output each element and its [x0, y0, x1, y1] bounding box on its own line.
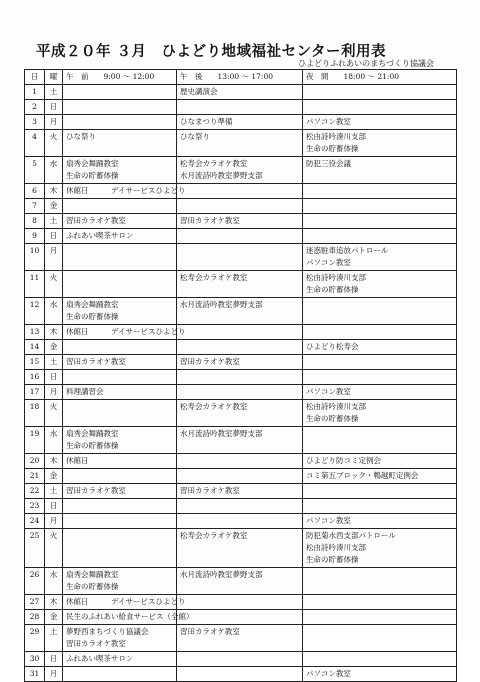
morning-cell	[63, 400, 177, 427]
weekday-cell: 水	[45, 298, 63, 325]
event-entry: 松寿会カラオケ教室	[180, 273, 248, 282]
morning-cell	[63, 157, 177, 184]
afternoon-cell	[177, 652, 303, 667]
event-entry: 習田カラオケ教室	[180, 216, 240, 225]
night-cell	[303, 340, 457, 355]
weekday-cell: 日	[45, 100, 63, 115]
header-night: 夜 間 18:00 ～ 21:00	[303, 70, 457, 85]
schedule-row	[25, 385, 457, 400]
morning-cell	[63, 595, 186, 610]
day-cell: 6	[25, 184, 45, 199]
night-cell	[303, 244, 457, 271]
morning-cell	[63, 385, 177, 400]
weekday-cell: 火	[45, 529, 63, 568]
afternoon-cell	[177, 229, 303, 244]
day-cell: 11	[25, 271, 45, 298]
event-entry: 休館日 デイサービスひよどり	[66, 597, 186, 606]
event-entry: 迷惑駐車追放パトロール	[306, 246, 389, 255]
weekday-cell: 金	[45, 340, 63, 355]
night-cell	[303, 229, 457, 244]
schedule-row	[25, 427, 457, 454]
event-entry: 扇秀会舞踊教室	[66, 429, 119, 438]
weekday-cell: 木	[45, 325, 63, 340]
weekday-cell: 木	[45, 595, 63, 610]
night-cell	[303, 427, 457, 454]
schedule-row	[25, 100, 457, 115]
morning-cell	[63, 100, 177, 115]
weekday-cell: 月	[45, 244, 63, 271]
schedule-row	[25, 568, 457, 595]
schedule-row	[25, 340, 457, 355]
morning-cell	[63, 499, 177, 514]
event-entry: ふれあい喫茶サロン	[66, 654, 134, 663]
schedule-row	[25, 355, 457, 370]
day-cell: 28	[25, 610, 45, 625]
weekday-cell: 月	[45, 385, 63, 400]
schedule-row	[25, 667, 457, 682]
night-cell	[303, 298, 457, 325]
night-cell	[303, 385, 457, 400]
afternoon-cell	[177, 610, 303, 625]
event-entry: 休館日 デイサービスひよどり	[66, 186, 186, 195]
day-cell: 20	[25, 454, 45, 469]
event-entry: 習田カラオケ教室	[66, 486, 126, 495]
event-entry: 松由詩吟湊川支部	[306, 132, 366, 141]
afternoon-cell	[177, 244, 303, 271]
weekday-cell: 木	[45, 454, 63, 469]
event-entry: ふれあい喫茶サロン	[66, 231, 134, 240]
day-cell: 30	[25, 652, 45, 667]
event-entry: 松寿会カラオケ教室	[180, 402, 248, 411]
schedule-row	[25, 115, 457, 130]
morning-cell	[63, 469, 177, 484]
night-cell	[303, 115, 457, 130]
event-entry: 生命の貯蓄体操	[306, 144, 359, 153]
afternoon-cell	[177, 514, 303, 529]
night-cell	[303, 184, 457, 199]
schedule-row	[25, 199, 457, 214]
afternoon-cell	[177, 427, 303, 454]
event-entry: 生命の貯蓄体操	[306, 414, 359, 423]
event-entry: 松由詩吟湊川支部	[306, 273, 366, 282]
afternoon-cell	[177, 400, 303, 427]
event-entry: パソコン教室	[306, 516, 351, 525]
event-entry: 扇秀会舞踊教室	[66, 570, 119, 579]
weekday-cell: 土	[45, 625, 63, 652]
schedule-row	[25, 214, 457, 229]
morning-cell	[63, 85, 177, 100]
header-weekday: 曜	[45, 70, 63, 85]
afternoon-cell	[177, 370, 303, 385]
morning-cell	[63, 199, 177, 214]
night-cell	[303, 85, 457, 100]
day-cell: 17	[25, 385, 45, 400]
night-cell	[303, 454, 457, 469]
night-cell	[303, 667, 457, 682]
day-cell: 23	[25, 499, 45, 514]
event-entry: 習田カラオケ教室	[180, 486, 240, 495]
weekday-cell: 水	[45, 157, 63, 184]
night-cell	[303, 652, 457, 667]
day-cell: 22	[25, 484, 45, 499]
schedule-row	[25, 514, 457, 529]
night-cell	[303, 568, 457, 595]
weekday-cell: 金	[45, 199, 63, 214]
page-title: 平成２０年 ３月 ひよどり地域福祉センター利用表	[36, 43, 386, 60]
event-entry: 休館日	[66, 456, 89, 465]
morning-cell	[63, 484, 177, 499]
day-cell: 10	[25, 244, 45, 271]
day-cell: 12	[25, 298, 45, 325]
header-day: 日	[25, 70, 45, 85]
event-entry: 松寿会カラオケ教室	[180, 531, 248, 540]
night-cell	[303, 400, 457, 427]
weekday-cell: 土	[45, 214, 63, 229]
day-cell: 14	[25, 340, 45, 355]
afternoon-cell	[177, 667, 303, 682]
morning-cell	[63, 529, 177, 568]
morning-cell	[63, 370, 177, 385]
morning-cell	[63, 271, 177, 298]
night-cell	[303, 214, 457, 229]
night-cell	[303, 271, 457, 298]
schedule-row	[25, 499, 457, 514]
event-entry: 松由詩吟湊川支部	[306, 543, 366, 552]
morning-cell	[63, 229, 177, 244]
night-cell	[303, 199, 457, 214]
weekday-cell: 水	[45, 427, 63, 454]
afternoon-cell	[177, 499, 303, 514]
morning-cell	[63, 568, 177, 595]
event-entry: 生命の貯蓄体操	[306, 555, 359, 564]
schedule-row	[25, 130, 457, 157]
schedule-row	[25, 610, 457, 625]
event-entry: ひなまつり準備	[180, 117, 233, 126]
morning-cell	[63, 652, 177, 667]
event-entry: 生命の貯蓄体操	[66, 441, 119, 450]
day-cell: 8	[25, 214, 45, 229]
weekday-cell: 土	[45, 484, 63, 499]
schedule-row	[25, 325, 457, 340]
day-cell: 21	[25, 469, 45, 484]
morning-cell	[63, 427, 177, 454]
event-entry: 松寿会カラオケ教室	[180, 159, 248, 168]
schedule-rows	[25, 85, 457, 682]
schedule-row	[25, 595, 457, 610]
event-entry: 生命の貯蓄体操	[306, 285, 359, 294]
afternoon-cell	[177, 595, 303, 610]
event-entry: 扇秀会舞踊教室	[66, 159, 119, 168]
schedule-row	[25, 271, 457, 298]
event-entry: 松由詩吟湊川支部	[306, 402, 366, 411]
schedule-row	[25, 484, 457, 499]
afternoon-cell	[177, 115, 303, 130]
event-entry: 民生のふれあい給食サービス（全館）	[66, 612, 194, 621]
day-cell: 26	[25, 568, 45, 595]
night-cell	[303, 370, 457, 385]
morning-cell	[63, 340, 177, 355]
day-cell: 13	[25, 325, 45, 340]
event-entry: 水月流詩吟教室夢野支部	[180, 171, 263, 180]
schedule-table	[24, 69, 457, 682]
morning-cell	[63, 214, 177, 229]
schedule-row	[25, 652, 457, 667]
night-cell	[303, 325, 457, 340]
afternoon-cell	[177, 355, 303, 370]
morning-cell	[63, 667, 177, 682]
event-entry: 防犯菊水西支部パトロール	[306, 531, 396, 540]
day-cell: 15	[25, 355, 45, 370]
event-entry: 扇秀会舞踊教室	[66, 300, 119, 309]
morning-cell	[63, 184, 186, 199]
night-cell	[303, 529, 457, 568]
day-cell: 5	[25, 157, 45, 184]
weekday-cell: 日	[45, 499, 63, 514]
event-entry: ひよどり松寿会	[306, 342, 359, 351]
night-cell	[303, 625, 457, 652]
day-cell: 9	[25, 229, 45, 244]
weekday-cell: 月	[45, 667, 63, 682]
weekday-cell: 月	[45, 514, 63, 529]
afternoon-cell	[177, 340, 303, 355]
day-cell: 25	[25, 529, 45, 568]
night-cell	[303, 130, 457, 157]
afternoon-cell	[177, 325, 303, 340]
event-entry: 料理講習会	[66, 387, 104, 396]
header-row	[25, 70, 457, 85]
schedule-row	[25, 625, 457, 652]
day-cell: 31	[25, 667, 45, 682]
day-cell: 29	[25, 625, 45, 652]
day-cell: 3	[25, 115, 45, 130]
weekday-cell: 火	[45, 130, 63, 157]
schedule-row	[25, 244, 457, 271]
event-entry: 水月流詩吟教室夢野支部	[180, 570, 263, 579]
afternoon-cell	[177, 529, 303, 568]
schedule-row	[25, 370, 457, 385]
weekday-cell: 火	[45, 271, 63, 298]
afternoon-cell	[177, 454, 303, 469]
afternoon-cell	[177, 298, 303, 325]
event-entry: ひな祭り	[180, 132, 210, 141]
weekday-cell: 月	[45, 115, 63, 130]
afternoon-cell	[177, 271, 303, 298]
afternoon-cell	[177, 199, 303, 214]
weekday-cell: 金	[45, 610, 63, 625]
afternoon-cell	[177, 469, 303, 484]
weekday-cell: 火	[45, 400, 63, 427]
event-entry: パソコン教室	[306, 117, 351, 126]
organizer-label: ひよどりふれあいのまちづくり協議会	[298, 59, 434, 68]
event-entry: 習田カラオケ教室	[180, 627, 240, 636]
weekday-cell: 水	[45, 568, 63, 595]
day-cell: 1	[25, 85, 45, 100]
morning-cell	[63, 244, 177, 271]
morning-cell	[63, 625, 177, 652]
day-cell: 7	[25, 199, 45, 214]
day-cell: 16	[25, 370, 45, 385]
morning-cell	[63, 325, 186, 340]
event-entry: 水月流詩吟教室夢野支部	[180, 429, 263, 438]
event-entry: 防犯三役会議	[306, 159, 351, 168]
event-entry: 夢野西まちづくり協議会	[66, 627, 149, 636]
schedule-row	[25, 400, 457, 427]
weekday-cell: 木	[45, 184, 63, 199]
event-entry: ひな祭り	[66, 132, 96, 141]
event-entry: 習田カラオケ教室	[66, 357, 126, 366]
afternoon-cell	[177, 385, 303, 400]
afternoon-cell	[177, 100, 303, 115]
weekday-cell: 土	[45, 355, 63, 370]
event-entry: パソコン教室	[306, 669, 351, 678]
night-cell	[303, 157, 457, 184]
day-cell: 27	[25, 595, 45, 610]
schedule-row	[25, 469, 457, 484]
schedule-row	[25, 85, 457, 100]
afternoon-cell	[177, 568, 303, 595]
morning-cell	[63, 454, 177, 469]
event-entry: 習田カラオケ教室	[180, 357, 240, 366]
event-entry: 生命の貯蓄体操	[66, 582, 119, 591]
schedule-row	[25, 157, 457, 184]
schedule-row	[25, 229, 457, 244]
weekday-cell: 金	[45, 469, 63, 484]
event-entry: パソコン教室	[306, 258, 351, 267]
event-entry: 習田カラオケ教室	[66, 639, 126, 648]
afternoon-cell	[177, 484, 303, 499]
schedule-row	[25, 184, 457, 199]
event-entry: 休館日 デイサービスひよどり	[66, 327, 186, 336]
event-entry: 水月流詩吟教室夢野支部	[180, 300, 263, 309]
night-cell	[303, 595, 457, 610]
night-cell	[303, 610, 457, 625]
morning-cell	[63, 130, 177, 157]
afternoon-cell	[177, 625, 303, 652]
weekday-cell: 土	[45, 85, 63, 100]
header-afternoon: 午 後 13:00 ～ 17:00	[177, 70, 303, 85]
header-morning: 午 前 9:00 ～ 12:00	[63, 70, 177, 85]
morning-cell	[63, 355, 177, 370]
event-entry: コミ第五ブロック・鵯越町定例会	[306, 471, 419, 480]
weekday-cell: 日	[45, 652, 63, 667]
afternoon-cell	[177, 214, 303, 229]
weekday-cell: 日	[45, 229, 63, 244]
morning-cell	[63, 610, 194, 625]
day-cell: 24	[25, 514, 45, 529]
night-cell	[303, 514, 457, 529]
morning-cell	[63, 298, 177, 325]
event-entry: 生命の貯蓄体操	[66, 312, 119, 321]
afternoon-cell	[177, 184, 303, 199]
night-cell	[303, 469, 457, 484]
weekday-cell: 日	[45, 370, 63, 385]
schedule-row	[25, 454, 457, 469]
event-entry: 習田カラオケ教室	[66, 216, 126, 225]
afternoon-cell	[177, 85, 303, 100]
night-cell	[303, 499, 457, 514]
event-entry: パソコン教室	[306, 387, 351, 396]
day-cell: 2	[25, 100, 45, 115]
morning-cell	[63, 115, 177, 130]
event-entry: ひよどり防コミ定例会	[306, 456, 381, 465]
afternoon-cell	[177, 130, 303, 157]
day-cell: 4	[25, 130, 45, 157]
schedule-row	[25, 529, 457, 568]
night-cell	[303, 355, 457, 370]
event-entry: 歴史講演会	[180, 87, 218, 96]
morning-cell	[63, 514, 177, 529]
night-cell	[303, 484, 457, 499]
event-entry: 生命の貯蓄体操	[66, 171, 119, 180]
afternoon-cell	[177, 157, 303, 184]
night-cell	[303, 100, 457, 115]
day-cell: 18	[25, 400, 45, 427]
schedule-row	[25, 298, 457, 325]
day-cell: 19	[25, 427, 45, 454]
